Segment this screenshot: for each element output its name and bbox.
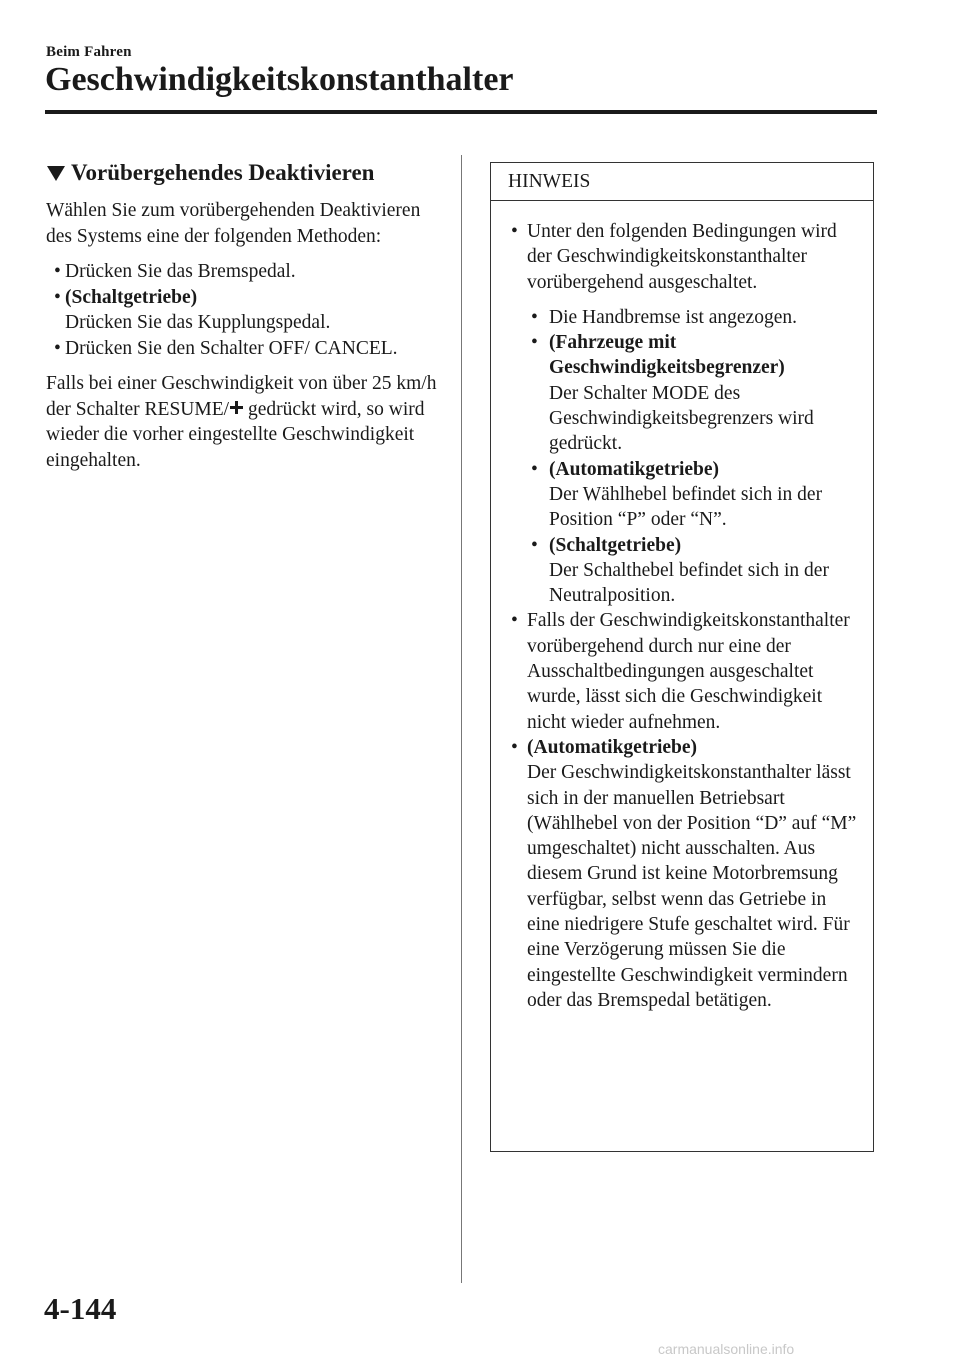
bullet-icon: • xyxy=(531,306,538,328)
page-number: 4-144 xyxy=(44,1291,117,1326)
list-item: • (Schaltgetriebe) Der Schalthebel befindet sich in der Neutralposition. xyxy=(531,534,829,607)
list-item: • (Automatikgetriebe) Der Geschwindigkeitskonstanthalter lässt sich in der manuellen Betriebsart (Wählhebel von der Position “D” auf “M” umgeschaltet) nicht ausschalten. Aus diesem Grund ist keine Motorbremsung verfügbar, selbst wenn das Getriebe in eine niedrigere Stufe geschaltet wird. Für eine Verzögerung müssen Sie die eingestellte Geschwindigkeit vermindern oder das Bremspedal betätigen. xyxy=(511,736,857,1011)
note-list xyxy=(507,219,861,1013)
list-item: • (Automatikgetriebe) Der Wählhebel befindet sich in der Position “P” oder “N”. xyxy=(531,458,823,531)
bullet-icon: • xyxy=(511,610,518,632)
list-item: • Unter den folgenden Bedingungen wird der Geschwindigkeitskonstanthalter vorübergehend ausgeschaltet. • Die Handbremse ist angezogen. • (Fahrzeuge mit Geschwindigkeitsbegrenzer) Der Schalter MODE des Geschwindigkeitsbegrenzers wird gedrückt. • (Automatikgetriebe) Der Wählhebel befindet sich in der Position “P” oder “N”. • (Schaltgetriebe) Der Schalthebel befindet sich in der Neutralposition. xyxy=(507,219,861,608)
bullet-icon: • xyxy=(531,332,538,354)
header-divider xyxy=(45,110,877,114)
section-heading-text: Vorübergehendes Deaktivieren xyxy=(71,160,375,185)
bullet-icon: • xyxy=(531,534,538,556)
note-box xyxy=(490,162,874,1152)
bullet-icon: • xyxy=(531,458,538,480)
breadcrumb: Beim Fahren xyxy=(46,44,132,60)
plus-icon xyxy=(230,401,243,414)
list-item: • (Schaltgetriebe) Drücken Sie das Kupplungspedal. xyxy=(54,286,331,333)
bullet-icon: • xyxy=(54,261,61,282)
page-title: Geschwindigkeitskonstanthalter xyxy=(45,61,514,98)
note-label: HINWEIS xyxy=(491,163,873,201)
resume-paragraph: Falls bei einer Geschwindigkeit von über 25 km/h der Schalter RESUME/ gedrückt wird, so wird wieder die vorher eingestellte Geschwindigkeit eingehalten. xyxy=(46,373,437,471)
list-item: • (Fahrzeuge mit Geschwindigkeitsbegrenzer) Der Schalter MODE des Geschwindigkeitsbegrenzers wird gedrückt. xyxy=(531,332,814,455)
watermark[interactable]: carmanualsonline.info xyxy=(658,1341,795,1357)
bullet-icon: • xyxy=(54,337,61,359)
list-item: • Falls der Geschwindigkeitskonstanthalter vorübergehend durch nur eine der Ausschaltbedingungen ausgeschaltet wurde, lässt sich die Geschwindigkeit nicht wieder aufnehmen. xyxy=(511,610,850,733)
intro-paragraph: Wählen Sie zum vorübergehenden Deaktivieren des Systems eine der folgenden Methoden: xyxy=(46,200,421,247)
main-column xyxy=(46,160,446,483)
list-item: • Drücken Sie den Schalter OFF/ CANCEL. xyxy=(46,336,446,362)
column-divider xyxy=(461,155,462,1283)
bullet-icon: • xyxy=(511,736,518,758)
triangle-down-icon xyxy=(47,166,65,181)
bullet-icon: • xyxy=(511,221,518,242)
list-item: • Drücken Sie das Bremspedal. xyxy=(46,259,446,285)
bullet-icon: • xyxy=(54,286,61,308)
note-body xyxy=(491,201,873,1013)
conditions-list xyxy=(527,305,861,609)
list-item: • Die Handbremse ist angezogen. xyxy=(527,305,861,330)
methods-list xyxy=(46,259,446,361)
section-heading xyxy=(46,160,446,186)
